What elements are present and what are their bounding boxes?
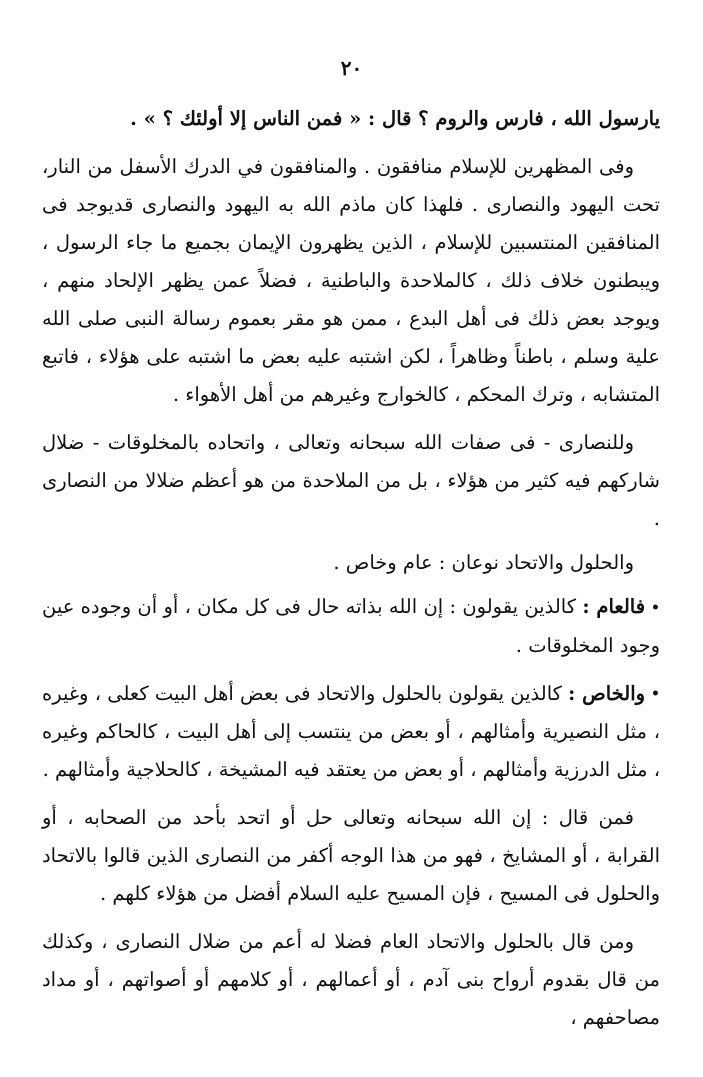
paragraph-text: يارسول الله ، فارس والروم ؟ قال : « فمن الناس إلا أولئك ؟ » . — [130, 107, 660, 130]
paragraph-lead: • فالعام : — [582, 595, 660, 618]
paragraph-text: وفى المظهرين للإسلام منافقون . والمنافقون في الدرك الأسفل من النار، تحت اليهود والنصارى . فلهذا كان ماذم الله به اليهود والنصارى قديوجد فى المنافقين المنتسبين للإسلام ، الذين يظهرون الإيمان بجميع ما جاء الرسول ، ويبطنون خلاف ذلك ، كالملاحدة والباطنية ، فضلاً عمن يظهر الإلحاد منهم ، ويوجد بعض ذلك فى أهل البدع ، ممن هو مقر بعموم رسالة النبى صلى الله علية وسلم ، باطناً وظاهراً ، لكن اشتبه عليه بعض ما اشتبه على هؤلاء ، فاتبع المتشابه ، وترك المحكم ، كالخوارج وغيرهم من أهل الأهواء . — [42, 155, 660, 406]
paragraph-1 — [42, 100, 660, 138]
paragraph-5 — [42, 588, 660, 665]
paragraph-text: كالذين يقولون بالحلول والاتحاد فى بعض أهل البيت كعلى ، وغيره ، مثل النصيرية وأمثالهم ، أو بعض من ينتسب إلى أهل البيت ، كالحاكم وغيره ، مثل الدرزية وأمثالهم ، أو بعض من يعتقد فيه المشيخة ، كالحلاجية وأمثالهم . — [42, 681, 660, 781]
paragraph-text: وللنصارى - فى صفات الله سبحانه وتعالى ، واتحاده بالمخلوقات - ضلال شاركهم فيه كثير من هؤلاء ، بل من الملاحدة من هو أعظم ضلالا من النصارى . — [42, 431, 660, 530]
paragraph-text: كالذين يقولون : إن الله بذاته حال فى كل مكان ، أو أن وجوده عين وجود المخلوقات . — [42, 595, 660, 657]
text-body — [42, 100, 660, 1037]
paragraph-2 — [42, 148, 660, 414]
page-number: ٢٠ — [340, 56, 363, 80]
paragraph-7 — [42, 799, 660, 913]
paragraph-6 — [42, 675, 660, 790]
paragraph-3 — [42, 424, 660, 538]
paragraph-lead: • والخاص : — [568, 682, 660, 705]
paragraph-text: والحلول والاتحاد نوعان : عام وخاص . — [333, 551, 634, 574]
paragraph-text: ومن قال بالحلول والاتحاد العام فضلا له أعم من ضلال النصارى ، وكذلك من قال بقدوم أرواح بنى آدم ، أو أعمالهم ، أو كلامهم أو أصواتهم ، أو مداد مصاحفهم ، — [42, 930, 660, 1029]
paragraph-text: فمن قال : إن الله سبحانه وتعالى حل أو اتحد بأحد من الصحابه ، أو القرابة ، أو المشايخ ، فهو من هذا الوجه أكفر من النصارى الذين قالوا بالاتحاد والحلول فى المسيح ، فإن المسيح عليه السلام أفضل من هؤلاء كلهم . — [42, 806, 660, 905]
paragraph-8 — [42, 923, 660, 1037]
paragraph-4 — [42, 544, 660, 582]
